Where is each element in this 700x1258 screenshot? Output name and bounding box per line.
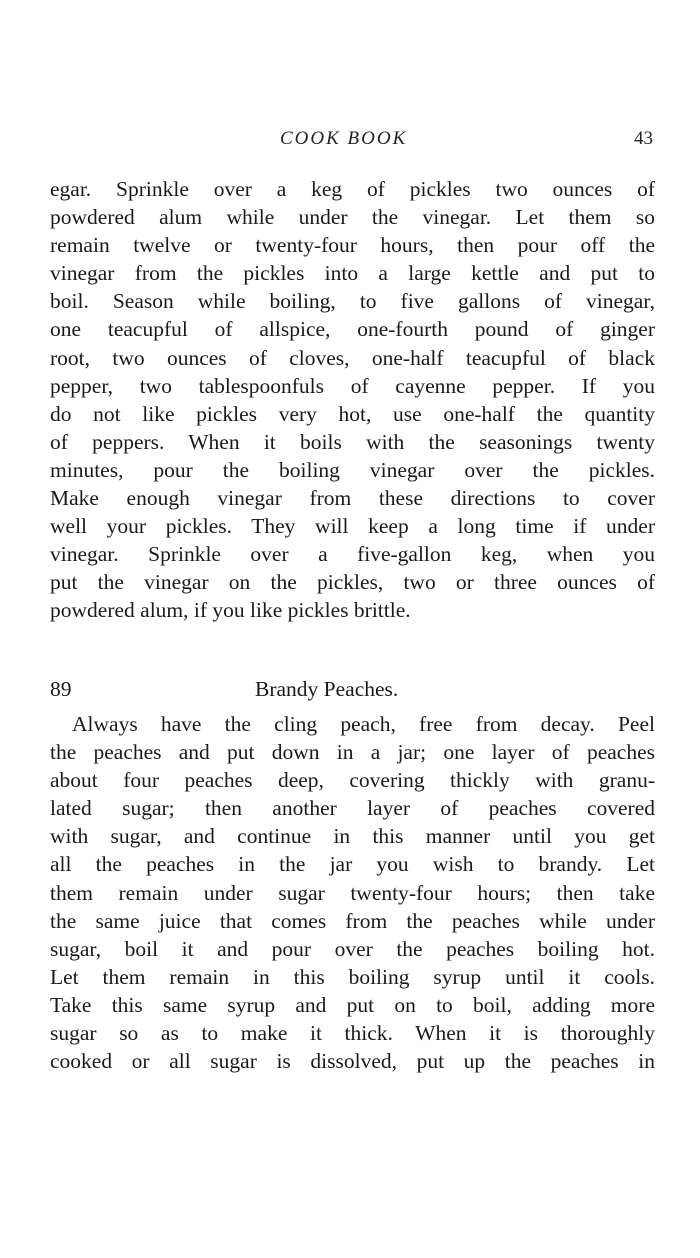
recipe-paragraph xyxy=(50,710,655,1075)
text-line: cooked or all sugar is dissolved, put up the peaches in xyxy=(50,1049,655,1074)
text-line: Always have the cling peach, free from decay. Peel xyxy=(72,712,655,736)
text-line: about four peaches deep, covering thickly with granu- xyxy=(50,768,655,793)
text-line: pepper, two tablespoonfuls of cayenne pepper. If you xyxy=(50,373,655,398)
running-head xyxy=(0,128,700,152)
text-line: Take this same syrup and put on to boil, adding more xyxy=(50,992,655,1017)
text-line: all the peaches in the jar you wish to brandy. Let xyxy=(50,852,655,877)
text-line: Make enough vinegar from these directions to cover xyxy=(50,486,655,511)
text-line: the same juice that comes from the peaches while under xyxy=(50,908,655,933)
text-line: put the vinegar on the pickles, two or three ounces of xyxy=(50,570,655,595)
text-line: lated sugar; then another layer of peaches covered xyxy=(50,796,655,821)
text-line: boil. Season while boiling, to five gallons of vinegar, xyxy=(50,289,655,314)
text-line: powdered alum while under the vinegar. Let them so xyxy=(50,205,655,230)
text-line: them remain under sugar twenty-four hours; then take xyxy=(50,880,655,905)
running-title: COOK BOOK xyxy=(280,128,408,149)
text-line: one teacupful of allspice, one-fourth pound of ginger xyxy=(50,317,655,342)
recipe-number: 89 xyxy=(50,677,72,701)
text-line: the peaches and put down in a jar; one layer of peaches xyxy=(50,740,655,765)
text-line: with sugar, and continue in this manner until you get xyxy=(50,824,655,849)
recipe-heading xyxy=(50,677,655,705)
text-line: Let them remain in this boiling syrup until it cools. xyxy=(50,964,655,989)
continued-paragraph xyxy=(50,175,655,625)
text-line: of peppers. When it boils with the seasonings twenty xyxy=(50,429,655,454)
recipe-title: Brandy Peaches. xyxy=(255,677,399,701)
text-line: vinegar from the pickles into a large kettle and put to xyxy=(50,261,655,286)
text-line: minutes, pour the boiling vinegar over the pickles. xyxy=(50,457,655,482)
text-line: sugar, boil it and pour over the peaches boiling hot. xyxy=(50,936,655,961)
text-line: powdered alum, if you like pickles brittle. xyxy=(50,598,411,623)
text-line: root, two ounces of cloves, one-half teacupful of black xyxy=(50,345,655,370)
text-line: well your pickles. They will keep a long time if under xyxy=(50,514,655,539)
page-number: 43 xyxy=(634,128,653,149)
text-line: egar. Sprinkle over a keg of pickles two ounces of xyxy=(50,177,655,201)
text-line: vinegar. Sprinkle over a five-gallon keg, when you xyxy=(50,542,655,567)
text-line: sugar so as to make it thick. When it is thoroughly xyxy=(50,1021,655,1046)
text-line: remain twelve or twenty-four hours, then pour off the xyxy=(50,233,655,258)
text-line: do not like pickles very hot, use one-half the quantity xyxy=(50,401,655,426)
